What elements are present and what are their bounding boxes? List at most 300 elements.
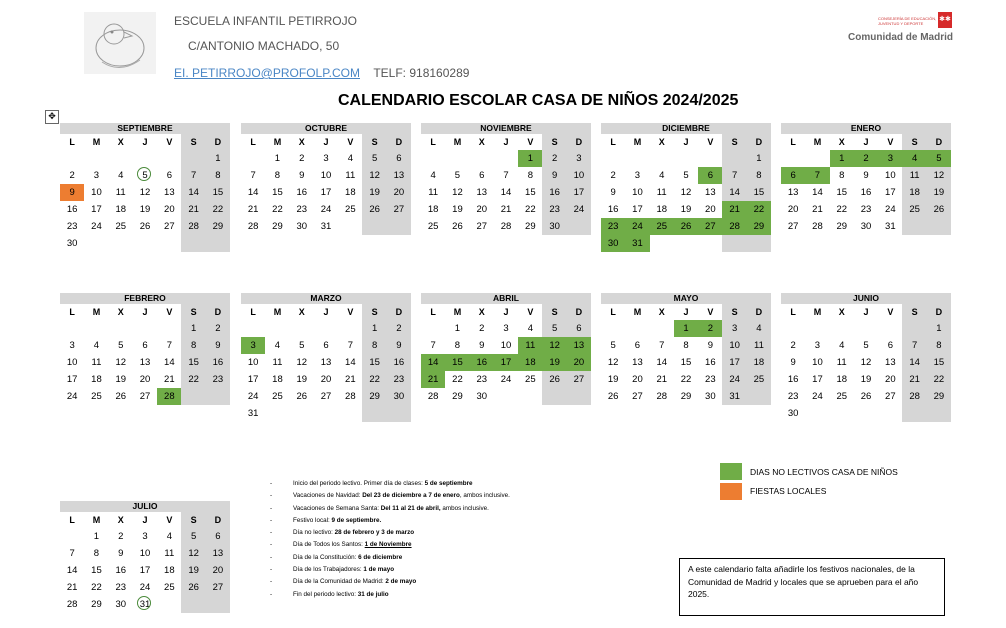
month-abril bbox=[421, 293, 591, 405]
day-cell: 22 bbox=[927, 371, 951, 388]
day-cell: 14 bbox=[181, 184, 205, 201]
day-cell: 20 bbox=[787, 204, 799, 215]
empty-cell bbox=[206, 596, 230, 613]
empty-cell bbox=[650, 150, 674, 167]
day-cell: 18 bbox=[902, 184, 926, 201]
month-title: JULIO bbox=[60, 501, 230, 512]
day-cell: 17 bbox=[320, 187, 332, 198]
empty-cell bbox=[314, 405, 338, 422]
day-name: S bbox=[722, 134, 746, 150]
day-name: V bbox=[347, 137, 354, 147]
bullet: - bbox=[270, 553, 273, 561]
day-cell: 31 bbox=[625, 235, 649, 252]
day-name: J bbox=[503, 307, 509, 317]
day-cell: 14 bbox=[345, 357, 356, 368]
day-cell: 7 bbox=[166, 340, 172, 351]
day-cell: 13 bbox=[320, 357, 332, 368]
day-name: J bbox=[323, 137, 329, 147]
month-septiembre bbox=[60, 123, 230, 252]
empty-cell bbox=[314, 320, 338, 337]
day-cell: 19 bbox=[362, 184, 386, 201]
empty-cell bbox=[625, 320, 649, 337]
note-text: Día de los Trabajadores: 1 de mayo bbox=[293, 566, 395, 574]
day-cell: 1 bbox=[274, 153, 281, 164]
day-cell: 7 bbox=[805, 167, 829, 184]
day-cell: 14 bbox=[66, 565, 78, 576]
day-name: V bbox=[527, 137, 534, 147]
day-cell: 28 bbox=[345, 391, 356, 402]
empty-cell bbox=[421, 150, 445, 167]
empty-cell bbox=[805, 150, 829, 167]
day-cell: 1 bbox=[747, 150, 771, 167]
day-cell: 24 bbox=[91, 221, 102, 232]
note-date: 5 de septiembre bbox=[424, 480, 473, 487]
day-name: S bbox=[902, 134, 926, 150]
day-cell: 24 bbox=[885, 204, 896, 215]
day-cell: 13 bbox=[885, 357, 896, 368]
day-name: S bbox=[542, 304, 566, 320]
day-cell: 10 bbox=[500, 340, 512, 351]
day-name: D bbox=[206, 304, 230, 320]
day-cell: 15 bbox=[927, 354, 951, 371]
day-cell: 27 bbox=[206, 579, 230, 596]
month-febrero bbox=[60, 293, 230, 405]
day-cell: 2 bbox=[299, 153, 305, 164]
day-cell: 8 bbox=[927, 337, 951, 354]
day-cell: 14 bbox=[247, 187, 259, 198]
day-name: V bbox=[166, 307, 173, 317]
email-link[interactable]: EI. PETIRROJO@PROFOLP.COM bbox=[174, 66, 360, 80]
empty-cell bbox=[830, 320, 854, 337]
day-cell: 21 bbox=[247, 204, 259, 215]
day-cell: 24 bbox=[625, 218, 649, 235]
day-cell: 26 bbox=[115, 391, 127, 402]
empty-cell bbox=[290, 320, 314, 337]
day-name: J bbox=[683, 137, 689, 147]
day-name: V bbox=[707, 137, 714, 147]
empty-cell bbox=[338, 405, 362, 422]
day-cell: 26 bbox=[607, 391, 619, 402]
day-cell: 19 bbox=[542, 354, 566, 371]
day-cell: 11 bbox=[518, 337, 542, 354]
day-cell: 7 bbox=[250, 170, 256, 181]
day-name: S bbox=[362, 304, 386, 320]
note-date: 6 de diciembre bbox=[358, 553, 403, 561]
empty-cell bbox=[133, 235, 157, 252]
month-noviembre bbox=[421, 123, 591, 235]
day-cell: 29 bbox=[747, 218, 771, 235]
empty-cell bbox=[878, 320, 902, 337]
day-cell: 10 bbox=[567, 167, 591, 184]
empty-cell bbox=[747, 388, 771, 405]
empty-cell bbox=[60, 320, 84, 337]
day-cell: 10 bbox=[91, 187, 102, 198]
note-date: 28 de febrero y 3 de marzo bbox=[334, 529, 415, 537]
note-date: 9 de septiembre. bbox=[331, 516, 382, 524]
day-cell: 5 bbox=[927, 150, 951, 167]
day-cell: 14 bbox=[656, 357, 668, 368]
day-name: L bbox=[610, 307, 616, 317]
day-cell: 8 bbox=[362, 337, 386, 354]
day-cell: 13 bbox=[139, 357, 151, 368]
month-title: SEPTIEMBRE bbox=[60, 123, 230, 134]
day-cell: 29 bbox=[927, 388, 951, 405]
day-cell: 10 bbox=[320, 170, 332, 181]
day-cell: 14 bbox=[812, 187, 823, 198]
day-cell: 13 bbox=[787, 187, 799, 198]
day-cell: 23 bbox=[787, 391, 799, 402]
day-cell: 2 bbox=[854, 150, 878, 167]
day-cell: 2 bbox=[610, 170, 616, 181]
day-cell: 31 bbox=[133, 596, 157, 613]
day-name: J bbox=[142, 515, 148, 525]
empty-cell bbox=[650, 235, 674, 252]
empty-cell bbox=[241, 150, 265, 167]
day-name: L bbox=[69, 515, 75, 525]
day-cell: 22 bbox=[836, 204, 848, 215]
empty-cell bbox=[805, 405, 829, 422]
empty-cell bbox=[674, 235, 698, 252]
day-name: S bbox=[722, 304, 746, 320]
day-name: J bbox=[142, 307, 148, 317]
bird-logo-icon bbox=[84, 12, 156, 74]
day-cell: 24 bbox=[66, 391, 78, 402]
day-cell: 8 bbox=[683, 340, 689, 351]
legend-orange-swatch bbox=[720, 483, 742, 500]
day-cell: 8 bbox=[274, 170, 281, 181]
empty-cell bbox=[133, 150, 157, 167]
day-name: D bbox=[387, 134, 411, 150]
day-cell: 11 bbox=[115, 187, 126, 198]
day-cell: 4 bbox=[430, 170, 436, 181]
month-title: OCTUBRE bbox=[241, 123, 411, 134]
empty-cell bbox=[650, 320, 674, 337]
day-cell: 26 bbox=[860, 391, 872, 402]
day-cell: 4 bbox=[347, 153, 353, 164]
day-cell: 26 bbox=[296, 391, 308, 402]
day-cell: 20 bbox=[705, 204, 716, 215]
day-cell: 17 bbox=[139, 565, 151, 576]
month-title: MAYO bbox=[601, 293, 771, 304]
day-cell: 2 bbox=[542, 150, 566, 167]
day-cell: 9 bbox=[299, 170, 305, 181]
day-cell: 5 bbox=[863, 340, 869, 351]
month-mayo bbox=[601, 293, 771, 405]
day-cell: 5 bbox=[299, 340, 305, 351]
day-cell: 16 bbox=[296, 187, 308, 198]
day-cell: 8 bbox=[181, 337, 205, 354]
note-text: Festivo local: 9 de septiembre. bbox=[293, 516, 382, 524]
empty-cell bbox=[181, 388, 205, 405]
day-name: L bbox=[430, 307, 436, 317]
empty-cell bbox=[84, 150, 108, 167]
day-cell: 30 bbox=[705, 391, 716, 402]
day-cell: 8 bbox=[747, 167, 771, 184]
month-enero bbox=[781, 123, 951, 235]
day-cell: 12 bbox=[115, 357, 127, 368]
day-cell: 29 bbox=[91, 599, 102, 610]
day-cell: 10 bbox=[139, 548, 151, 559]
day-cell: 5 bbox=[683, 170, 689, 181]
empty-cell bbox=[362, 218, 386, 235]
day-cell: 19 bbox=[139, 204, 151, 215]
day-cell: 18 bbox=[836, 374, 848, 385]
empty-cell bbox=[674, 150, 698, 167]
day-cell: 28 bbox=[247, 221, 259, 232]
day-name: D bbox=[567, 304, 591, 320]
day-cell: 23 bbox=[601, 218, 625, 235]
day-name: J bbox=[863, 137, 869, 147]
day-name: X bbox=[658, 307, 665, 317]
empty-cell bbox=[698, 235, 722, 252]
day-cell: 11 bbox=[272, 357, 283, 368]
day-cell: 3 bbox=[634, 170, 641, 181]
day-name: J bbox=[142, 137, 148, 147]
empty-cell bbox=[805, 320, 829, 337]
day-cell: 8 bbox=[454, 340, 461, 351]
day-cell: 25 bbox=[91, 391, 102, 402]
day-name: M bbox=[813, 137, 822, 147]
day-cell: 1 bbox=[454, 323, 461, 334]
note-text: Día de Todos los Santos: 1 de Noviembre bbox=[293, 541, 412, 549]
empty-cell bbox=[181, 596, 205, 613]
day-cell: 30 bbox=[387, 388, 411, 405]
day-cell: 30 bbox=[476, 391, 488, 402]
month-title: ENERO bbox=[781, 123, 951, 134]
day-cell: 20 bbox=[206, 562, 230, 579]
bullet: - bbox=[270, 516, 273, 524]
day-cell: 6 bbox=[698, 167, 722, 184]
day-cell: 11 bbox=[902, 167, 926, 184]
empty-cell bbox=[494, 388, 518, 405]
day-cell: 16 bbox=[607, 204, 619, 215]
day-cell: 23 bbox=[542, 201, 566, 218]
empty-cell bbox=[84, 235, 108, 252]
day-cell: 4 bbox=[839, 340, 845, 351]
day-name: M bbox=[453, 307, 462, 317]
day-cell: 16 bbox=[542, 184, 566, 201]
empty-cell bbox=[290, 405, 314, 422]
note-text: Fin del periodo lectivo: 31 de julio bbox=[293, 590, 389, 598]
day-cell: 9 bbox=[60, 184, 84, 201]
note-item bbox=[270, 527, 510, 539]
day-cell: 15 bbox=[680, 357, 692, 368]
bullet: - bbox=[270, 590, 273, 598]
day-cell: 6 bbox=[206, 528, 230, 545]
legend-green-swatch bbox=[720, 463, 742, 480]
day-cell: 4 bbox=[902, 150, 926, 167]
day-cell: 18 bbox=[91, 374, 102, 385]
day-cell: 21 bbox=[812, 204, 823, 215]
empty-cell bbox=[133, 320, 157, 337]
day-cell: 2 bbox=[387, 320, 411, 337]
month-junio bbox=[781, 293, 951, 422]
empty-cell bbox=[494, 150, 518, 167]
day-cell: 21 bbox=[421, 371, 445, 388]
day-cell: 19 bbox=[927, 184, 951, 201]
day-cell: 12 bbox=[296, 357, 308, 368]
bullet: - bbox=[270, 541, 273, 549]
empty-cell bbox=[902, 320, 926, 337]
empty-cell bbox=[241, 320, 265, 337]
legend-green-label: DIAS NO LECTIVOS CASA DE NIÑOS bbox=[750, 467, 898, 477]
day-cell: 26 bbox=[674, 218, 698, 235]
day-cell: 15 bbox=[362, 354, 386, 371]
day-cell: 7 bbox=[69, 548, 75, 559]
empty-cell bbox=[206, 235, 230, 252]
day-name: L bbox=[610, 137, 616, 147]
day-cell: 8 bbox=[527, 170, 533, 181]
day-cell: 8 bbox=[839, 170, 845, 181]
day-cell: 16 bbox=[115, 565, 127, 576]
day-cell: 7 bbox=[430, 340, 436, 351]
day-name: S bbox=[181, 134, 205, 150]
day-cell: 18 bbox=[427, 204, 439, 215]
day-cell: 28 bbox=[66, 599, 78, 610]
day-cell: 27 bbox=[476, 221, 488, 232]
empty-cell bbox=[781, 150, 805, 167]
day-cell: 3 bbox=[722, 320, 746, 337]
school-address: C/ANTONIO MACHADO, 50 bbox=[188, 39, 340, 53]
empty-cell bbox=[84, 320, 108, 337]
day-cell: 11 bbox=[656, 187, 667, 198]
day-cell: 13 bbox=[476, 187, 488, 198]
day-cell: 20 bbox=[139, 374, 151, 385]
day-name: X bbox=[117, 137, 124, 147]
day-cell: 22 bbox=[680, 374, 692, 385]
day-name: X bbox=[298, 137, 305, 147]
day-cell: 4 bbox=[747, 320, 771, 337]
empty-cell bbox=[854, 320, 878, 337]
day-name: D bbox=[206, 512, 230, 528]
day-cell: 2 bbox=[118, 531, 124, 542]
day-name: D bbox=[747, 134, 771, 150]
bullet: - bbox=[270, 504, 273, 512]
empty-cell bbox=[362, 405, 386, 422]
day-cell: 10 bbox=[812, 357, 823, 368]
day-cell: 15 bbox=[272, 187, 283, 198]
bullet: - bbox=[270, 566, 273, 574]
empty-cell bbox=[927, 405, 951, 422]
note-date: 31 de julio bbox=[357, 590, 389, 598]
day-cell: 12 bbox=[181, 545, 205, 562]
day-cell: 13 bbox=[206, 545, 230, 562]
move-icon[interactable]: ✥ bbox=[45, 110, 59, 124]
empty-cell bbox=[157, 320, 181, 337]
day-cell: 16 bbox=[66, 204, 78, 215]
day-cell: 4 bbox=[659, 170, 665, 181]
day-cell: 29 bbox=[272, 221, 283, 232]
empty-cell bbox=[157, 235, 181, 252]
day-cell: 23 bbox=[705, 374, 716, 385]
day-cell: 12 bbox=[542, 337, 566, 354]
day-cell: 23 bbox=[66, 221, 78, 232]
day-name: M bbox=[633, 137, 642, 147]
day-cell: 31 bbox=[320, 221, 332, 232]
day-cell: 21 bbox=[722, 201, 746, 218]
day-cell: 28 bbox=[902, 388, 926, 405]
day-cell: 25 bbox=[747, 371, 771, 388]
day-cell: 29 bbox=[836, 221, 848, 232]
day-name: M bbox=[92, 307, 101, 317]
day-cell: 25 bbox=[525, 374, 536, 385]
day-cell: 6 bbox=[142, 340, 148, 351]
day-cell: 12 bbox=[860, 357, 872, 368]
empty-cell bbox=[338, 320, 362, 337]
day-name: L bbox=[790, 307, 796, 317]
empty-cell bbox=[60, 528, 84, 545]
day-cell: 10 bbox=[632, 187, 643, 198]
empty-cell bbox=[338, 218, 362, 235]
day-cell: 19 bbox=[115, 374, 127, 385]
day-cell: 24 bbox=[247, 391, 259, 402]
day-cell: 9 bbox=[118, 548, 124, 559]
legend-orange-label: FIESTAS LOCALES bbox=[750, 486, 827, 496]
day-cell: 24 bbox=[812, 391, 823, 402]
day-cell: 8 bbox=[206, 167, 230, 184]
note-text: Día de la Comunidad de Madrid: 2 de mayo bbox=[293, 578, 417, 586]
day-name: S bbox=[181, 304, 205, 320]
day-cell: 29 bbox=[362, 388, 386, 405]
empty-cell bbox=[181, 150, 205, 167]
day-cell: 22 bbox=[181, 371, 205, 388]
note-item bbox=[270, 503, 510, 515]
empty-cell bbox=[542, 388, 566, 405]
day-cell: 4 bbox=[527, 323, 533, 334]
day-cell: 23 bbox=[476, 374, 488, 385]
day-cell: 20 bbox=[387, 184, 411, 201]
day-cell: 14 bbox=[164, 357, 175, 368]
day-name: J bbox=[863, 307, 869, 317]
note-item bbox=[270, 589, 510, 601]
note-text: Inicio del periodo lectivo. Primer día de clases: 5 de septiembre bbox=[293, 480, 473, 487]
day-cell: 1 bbox=[93, 531, 100, 542]
day-cell: 2 bbox=[479, 323, 485, 334]
day-cell: 5 bbox=[610, 340, 616, 351]
day-name: X bbox=[478, 137, 485, 147]
note-text: Vacaciones de Navidad: Del 23 de diciembre a 7 de enero, ambos inclusive. bbox=[293, 492, 510, 500]
day-name: V bbox=[527, 307, 534, 317]
day-cell: 25 bbox=[272, 391, 283, 402]
day-name: L bbox=[69, 137, 75, 147]
note-date: 2 de mayo bbox=[385, 578, 417, 586]
empty-cell bbox=[387, 218, 411, 235]
day-cell: 17 bbox=[91, 204, 102, 215]
day-cell: 26 bbox=[452, 221, 463, 232]
day-cell: 2 bbox=[790, 340, 796, 351]
day-cell: 19 bbox=[680, 204, 692, 215]
day-cell: 16 bbox=[387, 354, 411, 371]
day-cell: 14 bbox=[722, 184, 746, 201]
day-cell: 24 bbox=[500, 374, 512, 385]
day-cell: 19 bbox=[181, 562, 205, 579]
day-cell: 17 bbox=[247, 374, 259, 385]
day-cell: 12 bbox=[607, 357, 619, 368]
day-cell: 3 bbox=[323, 153, 329, 164]
day-name: L bbox=[430, 137, 436, 147]
note-date: 1 de Noviembre bbox=[364, 541, 412, 549]
empty-cell bbox=[781, 320, 805, 337]
day-cell: 2 bbox=[69, 170, 75, 181]
day-name: L bbox=[69, 307, 75, 317]
day-cell: 29 bbox=[206, 218, 230, 235]
empty-cell bbox=[747, 235, 771, 252]
day-cell: 14 bbox=[902, 354, 926, 371]
day-cell: 18 bbox=[115, 204, 127, 215]
day-cell: 30 bbox=[787, 408, 799, 419]
day-cell: 26 bbox=[181, 579, 205, 596]
day-cell: 27 bbox=[320, 391, 332, 402]
